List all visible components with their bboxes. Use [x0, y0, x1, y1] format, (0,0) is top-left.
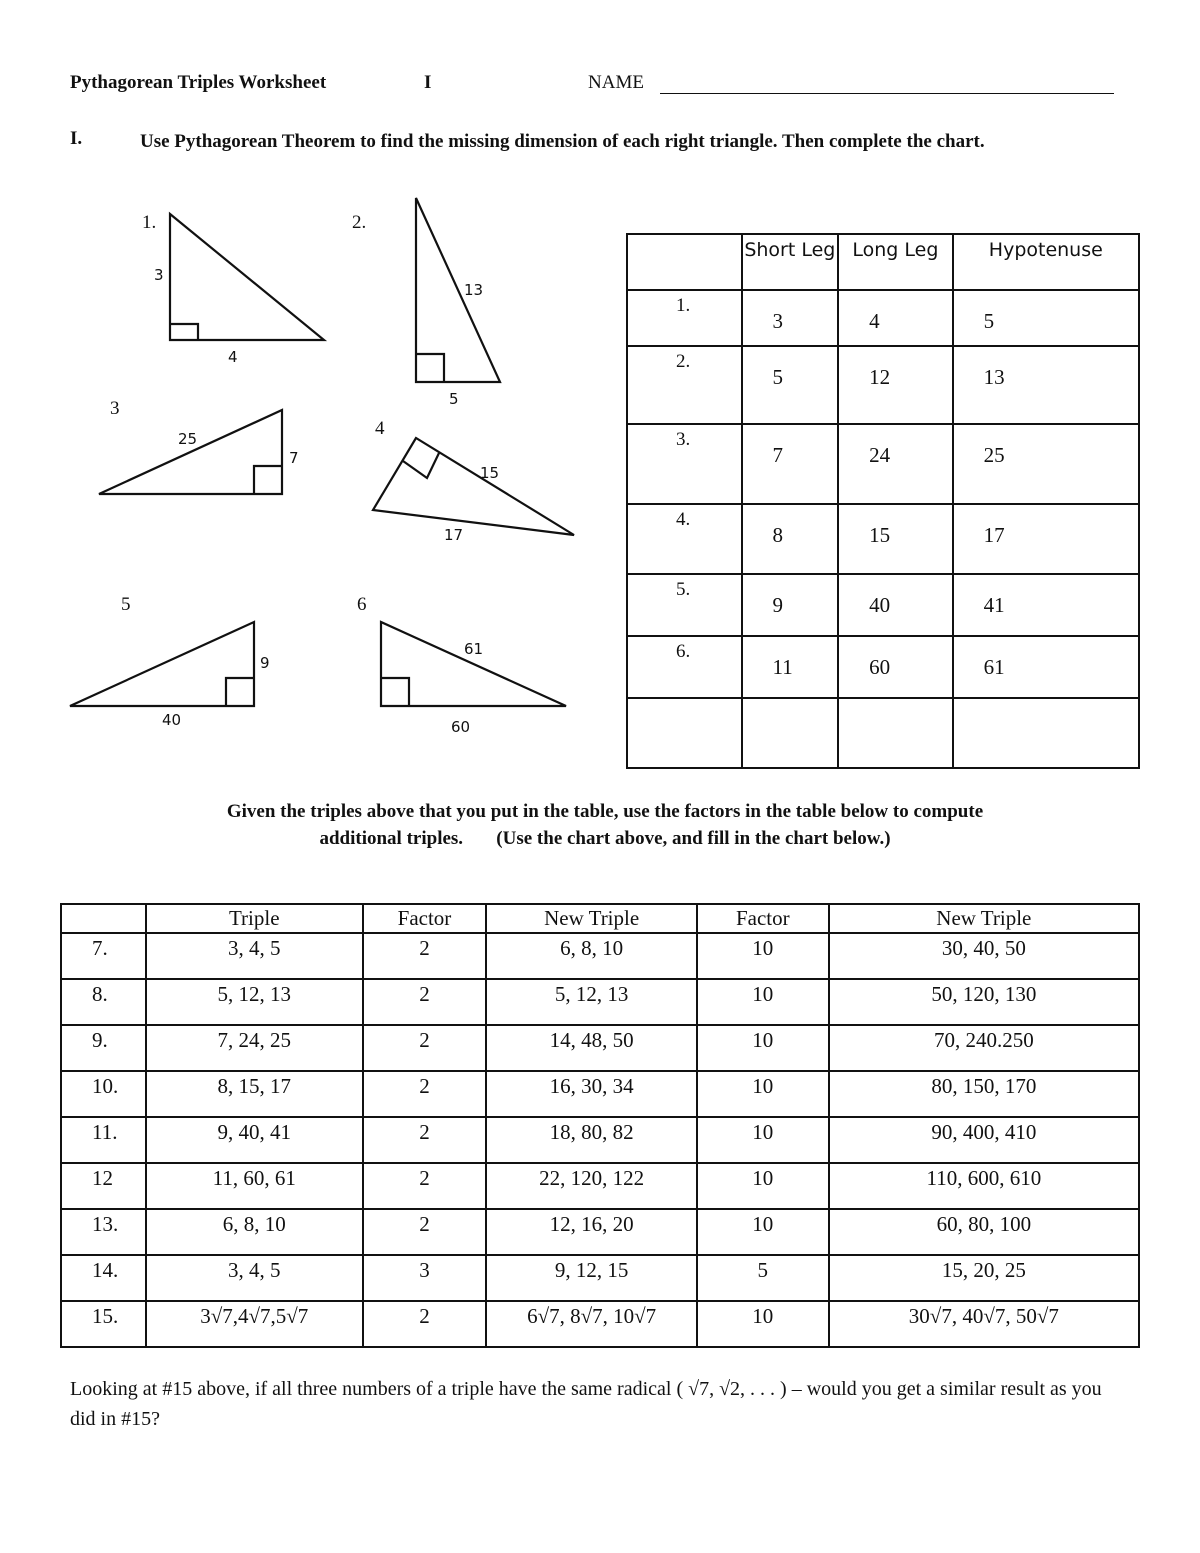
follow-up-question: Looking at #15 above, if all three numbers of a triple have the same radical ( √7, √2, . . . ) – would you get a similar result as you did in #15?	[70, 1378, 1102, 1430]
factor-cell: 2	[363, 933, 487, 979]
chart2-row	[61, 1163, 1139, 1209]
row-label: 14.	[61, 1255, 146, 1301]
new-triple-cell[interactable]: 9, 12, 15	[486, 1255, 697, 1301]
instructions	[60, 798, 1150, 852]
triangle-1	[170, 214, 324, 340]
row-label: 10.	[61, 1071, 146, 1117]
new-triple-cell[interactable]: 12, 16, 20	[486, 1209, 697, 1255]
short-leg-cell[interactable]: 3	[742, 290, 839, 346]
figure-4-side-b: 17	[444, 526, 464, 544]
triple-cell[interactable]: 3, 4, 5	[146, 933, 363, 979]
triples-chart	[60, 903, 1140, 1348]
chart1-row	[627, 346, 1139, 424]
figure-5-side-b: 40	[162, 711, 182, 729]
factor-cell: 10	[697, 1209, 829, 1255]
long-leg-cell[interactable]: 4	[838, 290, 952, 346]
triple-cell[interactable]: 11, 60, 61	[146, 1163, 363, 1209]
row-label: 1.	[627, 290, 742, 346]
figure-3-label: 3	[110, 398, 120, 419]
worksheet-number: I	[424, 72, 432, 93]
figure-6-label: 6	[357, 594, 367, 615]
empty-cell[interactable]	[627, 698, 742, 768]
long-leg-cell[interactable]: 24	[838, 424, 952, 504]
factor-cell: 10	[697, 979, 829, 1025]
hypotenuse-cell[interactable]: 5	[953, 290, 1139, 346]
short-leg-cell[interactable]: 7	[742, 424, 839, 504]
figure-1-side-b: 4	[228, 348, 238, 366]
chart1-header-short-leg: Short Leg	[742, 234, 839, 290]
chart2-row	[61, 933, 1139, 979]
worksheet-title: Pythagorean Triples Worksheet	[70, 72, 327, 93]
factor-cell: 2	[363, 1163, 487, 1209]
chart2-row	[61, 1301, 1139, 1347]
chart2-header-triple: Triple	[146, 904, 363, 933]
triple-cell[interactable]: 8, 15, 17	[146, 1071, 363, 1117]
factor-cell: 2	[363, 1117, 487, 1163]
factor-cell: 2	[363, 1209, 487, 1255]
triple-cell[interactable]: 7, 24, 25	[146, 1025, 363, 1071]
new-triple-cell[interactable]: 5, 12, 13	[486, 979, 697, 1025]
empty-cell[interactable]	[742, 698, 839, 768]
row-label: 9.	[61, 1025, 146, 1071]
hypotenuse-cell[interactable]: 41	[953, 574, 1139, 636]
triple-cell[interactable]: 5, 12, 13	[146, 979, 363, 1025]
new-triple-cell[interactable]: 90, 400, 410	[829, 1117, 1139, 1163]
instructions-line-1: Given the triples above that you put in the table, use the factors in the table below to compute	[226, 801, 984, 822]
chart1-row	[627, 636, 1139, 698]
new-triple-cell[interactable]: 70, 240.250	[829, 1025, 1139, 1071]
chart2-header-new-triple: New Triple	[486, 904, 697, 933]
new-triple-cell[interactable]: 6, 8, 10	[486, 933, 697, 979]
empty-cell[interactable]	[953, 698, 1139, 768]
triple-cell[interactable]: 3, 4, 5	[146, 1255, 363, 1301]
name-label: NAME	[588, 72, 644, 93]
hypotenuse-cell[interactable]: 13	[953, 346, 1139, 424]
new-triple-cell[interactable]: 14, 48, 50	[486, 1025, 697, 1071]
question-text: Use Pythagorean Theorem to find the missing dimension of each right triangle. Then complete the chart.	[140, 131, 985, 152]
chart2-header-factor-2: Factor	[697, 904, 829, 933]
figure-2-side-a: 13	[464, 281, 484, 299]
factor-cell: 10	[697, 1025, 829, 1071]
new-triple-cell[interactable]: 60, 80, 100	[829, 1209, 1139, 1255]
factor-cell: 3	[363, 1255, 487, 1301]
triple-cell[interactable]: 9, 40, 41	[146, 1117, 363, 1163]
row-label: 15.	[61, 1301, 146, 1347]
chart1-row	[627, 424, 1139, 504]
row-label: 3.	[627, 424, 742, 504]
chart1-row	[627, 504, 1139, 574]
new-triple-cell[interactable]: 16, 30, 34	[486, 1071, 697, 1117]
triple-cell[interactable]: 6, 8, 10	[146, 1209, 363, 1255]
chart2-row	[61, 1117, 1139, 1163]
factor-cell: 5	[697, 1255, 829, 1301]
figure-1-side-a: 3	[154, 266, 164, 284]
row-label: 2.	[627, 346, 742, 424]
new-triple-cell[interactable]: 30√7, 40√7, 50√7	[829, 1301, 1139, 1347]
triangle-4	[373, 438, 574, 535]
short-leg-cell[interactable]: 11	[742, 636, 839, 698]
row-label: 12	[61, 1163, 146, 1209]
factor-cell: 2	[363, 1071, 487, 1117]
short-leg-cell[interactable]: 5	[742, 346, 839, 424]
triangle-chart	[626, 233, 1140, 769]
row-label: 13.	[61, 1209, 146, 1255]
new-triple-cell[interactable]: 6√7, 8√7, 10√7	[486, 1301, 697, 1347]
figure-3-side-a: 25	[178, 430, 198, 448]
question-number: I.	[70, 128, 83, 149]
hypotenuse-cell[interactable]: 17	[953, 504, 1139, 574]
chart1-header-hypotenuse: Hypotenuse	[953, 234, 1139, 290]
chart2-row	[61, 1209, 1139, 1255]
factor-cell: 2	[363, 1025, 487, 1071]
row-label: 11.	[61, 1117, 146, 1163]
new-triple-cell[interactable]: 80, 150, 170	[829, 1071, 1139, 1117]
row-label: 8.	[61, 979, 146, 1025]
factor-cell: 10	[697, 933, 829, 979]
figure-1-label: 1.	[142, 212, 157, 233]
new-triple-cell[interactable]: 110, 600, 610	[829, 1163, 1139, 1209]
chart2-header-new-triple-2: New Triple	[829, 904, 1139, 933]
name-line[interactable]	[660, 93, 1114, 94]
chart1-row-empty	[627, 698, 1139, 768]
triple-cell[interactable]: 3√7,4√7,5√7	[146, 1301, 363, 1347]
figure-5-side-a: 9	[260, 654, 270, 672]
figure-6-side-a: 61	[464, 640, 484, 658]
chart1-header-long-leg: Long Leg	[838, 234, 952, 290]
figure-2-label: 2.	[352, 212, 367, 233]
long-leg-cell[interactable]: 40	[838, 574, 952, 636]
chart1-header-blank	[627, 234, 742, 290]
figure-5-label: 5	[121, 594, 131, 615]
triangle-figures	[0, 0, 620, 760]
figure-4-label: 4	[375, 418, 385, 439]
row-label: 7.	[61, 933, 146, 979]
row-label: 4.	[627, 504, 742, 574]
factor-cell: 10	[697, 1163, 829, 1209]
chart2-header-blank	[61, 904, 146, 933]
chart2-row	[61, 1025, 1139, 1071]
row-label: 5.	[627, 574, 742, 636]
empty-cell[interactable]	[838, 698, 952, 768]
factor-cell: 2	[363, 1301, 487, 1347]
chart1-row	[627, 574, 1139, 636]
chart2-row	[61, 1071, 1139, 1117]
chart1-row	[627, 290, 1139, 346]
new-triple-cell[interactable]: 50, 120, 130	[829, 979, 1139, 1025]
factor-cell: 10	[697, 1117, 829, 1163]
figure-2-side-b: 5	[449, 390, 459, 408]
new-triple-cell[interactable]: 22, 120, 122	[486, 1163, 697, 1209]
chart2-header-factor: Factor	[363, 904, 487, 933]
long-leg-cell[interactable]: 12	[838, 346, 952, 424]
figure-3-side-b: 7	[289, 449, 299, 467]
short-leg-cell[interactable]: 9	[742, 574, 839, 636]
new-triple-cell[interactable]: 18, 80, 82	[486, 1117, 697, 1163]
figure-6-side-b: 60	[451, 718, 471, 736]
hypotenuse-cell[interactable]: 25	[953, 424, 1139, 504]
long-leg-cell[interactable]: 60	[838, 636, 952, 698]
long-leg-cell[interactable]: 15	[838, 504, 952, 574]
factor-cell: 10	[697, 1071, 829, 1117]
new-triple-cell[interactable]: 15, 20, 25	[829, 1255, 1139, 1301]
figure-4-side-a: 15	[480, 464, 500, 482]
hypotenuse-cell[interactable]: 61	[953, 636, 1139, 698]
short-leg-cell[interactable]: 8	[742, 504, 839, 574]
chart2-row	[61, 979, 1139, 1025]
chart2-row	[61, 1255, 1139, 1301]
factor-cell: 10	[697, 1301, 829, 1347]
new-triple-cell[interactable]: 30, 40, 50	[829, 933, 1139, 979]
row-label: 6.	[627, 636, 742, 698]
factor-cell: 2	[363, 979, 487, 1025]
instructions-line-2: additional triples. (Use the chart above, and fill in the chart below.)	[319, 828, 891, 849]
